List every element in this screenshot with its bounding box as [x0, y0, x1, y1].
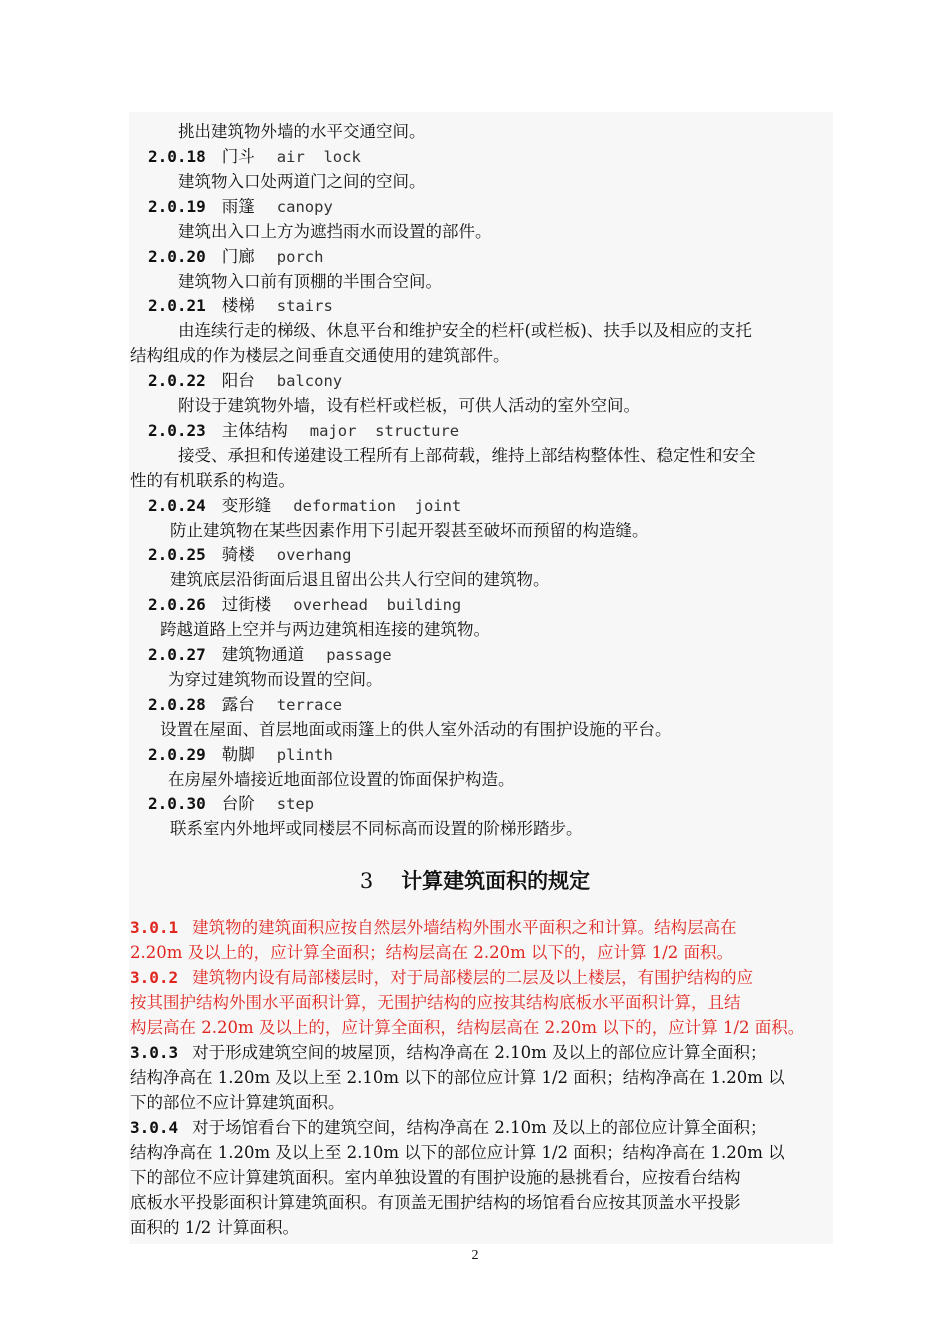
term-definition: 为穿过建筑物而设置的空间。 — [168, 669, 383, 689]
term-chinese: 过街楼 — [221, 595, 272, 615]
term-english: plinth — [276, 745, 333, 764]
term-chinese: 台阶 — [221, 794, 255, 814]
clause-line: 底板水平投影面积计算建筑面积。有顶盖无围护结构的场馆看台应按其顶盖水平投影 — [130, 1193, 741, 1212]
term-definition: 附设于建筑物外墙，设有栏杆或栏板，可供人活动的室外空间。 — [178, 396, 640, 415]
clause-number: 3.0.3 — [130, 1043, 179, 1062]
term-heading — [148, 693, 342, 717]
term-definition: 联系室内外地坪或同楼层不同标高而设置的阶梯形踏步。 — [170, 819, 583, 839]
term-number: 2.0.28 — [148, 694, 206, 714]
term-number: 2.0.22 — [148, 371, 206, 391]
term-english: canopy — [276, 197, 333, 216]
term-number: 2.0.25 — [148, 545, 206, 565]
term-number: 2.0.26 — [148, 595, 206, 615]
clause-text: 建筑物内设有局部楼层时，对于局部楼层的二层及以上楼层，有围护结构的应 — [192, 968, 754, 987]
term-chinese: 露台 — [221, 694, 255, 714]
term-definition: 由连续行走的梯级、休息平台和维护安全的栏杆(或栏板)、扶手以及相应的支托 — [178, 321, 752, 341]
clause-first-line — [130, 1041, 767, 1065]
term-number: 2.0.18 — [148, 147, 206, 166]
term-number: 2.0.27 — [148, 645, 206, 664]
term-number: 2.0.30 — [148, 794, 206, 814]
term-definition: 建筑底层沿街面后退且留出公共人行空间的建筑物。 — [170, 570, 550, 590]
term-heading — [148, 643, 392, 667]
term-chinese: 门廊 — [221, 246, 255, 266]
clause-line: 面积的 1/2 计算面积。 — [130, 1218, 300, 1237]
term-heading — [148, 369, 342, 393]
term-definition: 设置在屋面、首层地面或雨篷上的供人室外活动的有围护设施的平台。 — [160, 719, 672, 739]
clause-first-line — [130, 916, 737, 940]
term-definition: 建筑物入口处两道门之间的空间。 — [178, 171, 426, 191]
term-number: 2.0.29 — [148, 744, 206, 764]
clause-line: 下的部位不应计算建筑面积。 — [130, 1093, 345, 1112]
term-heading — [148, 195, 333, 219]
term-chinese: 楼梯 — [221, 296, 255, 316]
term-english: passage — [326, 646, 392, 664]
clause-text: 建筑物的建筑面积应按自然层外墙结构外围水平面积之和计算。结构层高在 — [192, 918, 737, 937]
term-english: overhead building — [293, 596, 462, 615]
clause-first-line — [130, 1116, 767, 1140]
term-chinese: 勒脚 — [221, 744, 255, 764]
clause-number: 3.0.2 — [130, 968, 179, 987]
clause-number: 3.0.4 — [130, 1118, 179, 1137]
term-heading — [148, 543, 351, 567]
term-heading — [148, 294, 333, 318]
term-heading — [148, 494, 461, 518]
term-english: major structure — [309, 421, 460, 440]
term-english: balcony — [276, 372, 343, 391]
term-definition: 接受、承担和传递建设工程所有上部荷载，维持上部结构整体性、稳定性和安全 — [178, 445, 756, 465]
term-definition: 建筑物入口前有顶棚的半围合空间。 — [178, 271, 442, 291]
clause-number: 3.0.1 — [130, 918, 179, 937]
term-chinese: 骑楼 — [221, 545, 255, 565]
clause-line: 构层高在 2.20m 及以上的，应计算全面积，结构层高在 2.20m 以下的，应计算 1/2 面积。 — [130, 1018, 805, 1037]
term-heading — [148, 593, 461, 617]
term-english: porch — [276, 247, 324, 266]
term-chinese: 门斗 — [221, 147, 255, 166]
term-chinese: 变形缝 — [221, 495, 272, 515]
term-english: terrace — [276, 695, 343, 714]
term-chinese: 雨篷 — [221, 196, 255, 216]
term-english: step — [276, 795, 315, 814]
section-heading — [0, 866, 950, 896]
term-english: deformation joint — [293, 496, 462, 515]
term-english: stairs — [276, 297, 333, 316]
page-number: 2 — [471, 1248, 479, 1263]
clause-line: 按其围护结构外围水平面积计算，无围护结构的应按其结构底板水平面积计算，且结 — [130, 993, 741, 1012]
term-number: 2.0.23 — [148, 420, 206, 440]
term-definition: 跨越道路上空并与两边建筑相连接的建筑物。 — [160, 620, 490, 640]
term-intro-line: 挑出建筑物外墙的水平交通空间。 — [178, 122, 426, 141]
term-english: air lock — [276, 148, 361, 166]
term-english: overhang — [276, 546, 352, 565]
term-heading — [148, 145, 361, 169]
term-definition: 性的有机联系的构造。 — [130, 470, 295, 490]
term-chinese: 主体结构 — [221, 420, 288, 440]
term-heading — [148, 245, 323, 269]
clause-line: 结构净高在 1.20m 及以上至 2.10m 以下的部位应计算 1/2 面积；结构净高在 1.20m 以 — [130, 1143, 785, 1162]
term-definition: 防止建筑物在某些因素作用下引起开裂甚至破坏而预留的构造缝。 — [170, 520, 649, 540]
clause-text: 对于形成建筑空间的坡屋顶，结构净高在 2.10m 及以上的部位应计算全面积； — [192, 1043, 767, 1062]
clause-line: 2.20m 及以上的，应计算全面积；结构层高在 2.20m 以下的，应计算 1/2 面积。 — [130, 943, 734, 962]
term-definition: 结构组成的作为楼层之间垂直交通使用的建筑部件。 — [130, 346, 510, 366]
clause-line: 下的部位不应计算建筑面积。室内单独设置的有围护设施的悬挑看台，应按看台结构 — [130, 1168, 741, 1187]
term-chinese: 建筑物通道 — [221, 645, 305, 664]
term-definition: 在房屋外墙接近地面部位设置的饰面保护构造。 — [168, 769, 515, 789]
section-number: 3 — [359, 869, 374, 893]
term-heading — [148, 743, 333, 767]
clause-text: 对于场馆看台下的建筑空间，结构净高在 2.10m 及以上的部位应计算全面积； — [192, 1118, 767, 1137]
clause-line: 结构净高在 1.20m 及以上至 2.10m 以下的部位应计算 1/2 面积；结构净高在 1.20m 以 — [130, 1068, 785, 1087]
clause-first-line — [130, 966, 753, 990]
section-title: 计算建筑面积的规定 — [401, 869, 591, 893]
term-number: 2.0.24 — [148, 495, 206, 515]
term-heading — [148, 792, 314, 816]
term-number: 2.0.21 — [148, 296, 206, 316]
term-chinese: 阳台 — [221, 371, 255, 391]
term-definition: 建筑出入口上方为遮挡雨水而设置的部件。 — [178, 221, 492, 241]
term-number: 2.0.19 — [148, 196, 206, 216]
term-number: 2.0.20 — [148, 246, 206, 266]
term-heading — [148, 419, 459, 443]
